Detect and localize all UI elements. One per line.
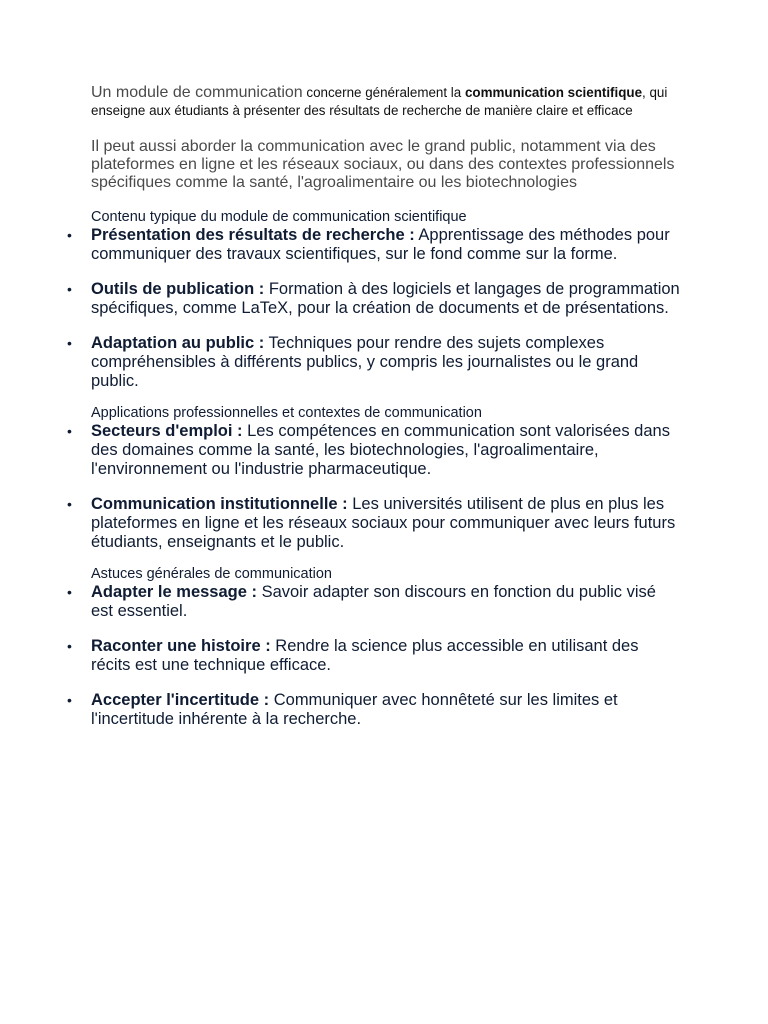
- list-item-term: Outils de publication :: [91, 280, 265, 298]
- list-item-desc: Les compétences en communication sont valorisées dans des domaines comme la santé, les biotechnologies, l'agroalimentaire, l'environnement ou l'industrie pharmaceutique.: [91, 422, 670, 478]
- list-item-desc: Savoir adapter son discours en fonction du public visé est essentiel.: [91, 583, 656, 620]
- list-item-term: Raconter une histoire :: [91, 637, 271, 655]
- bullet-icon: •: [67, 423, 72, 439]
- bullet-icon: •: [67, 638, 72, 654]
- bullet-list-content: [67, 226, 681, 391]
- list-item-term: Secteurs d'emploi :: [91, 422, 243, 440]
- intro-paragraph-2: Il peut aussi aborder la communication avec le grand public, notamment via des plateformes en ligne et les réseaux sociaux, ou dans des contextes professionnels spécifiques comme la santé, l'agroalimentaire ou les biotechnologies: [91, 138, 675, 191]
- document-page: [67, 84, 681, 729]
- bullet-list-applications: [67, 422, 681, 552]
- bullet-icon: •: [67, 335, 72, 351]
- bullet-icon: •: [67, 227, 72, 243]
- list-item: [67, 280, 681, 318]
- list-item-desc: Rendre la science plus accessible en utilisant des récits est une technique efficace.: [91, 637, 639, 674]
- intro-lead: Un module de communication: [91, 84, 303, 101]
- list-item-desc: Les universités utilisent de plus en plus les plateformes en ligne et les réseaux sociaux pour communiquer avec leurs futurs étudiants, enseignants et le public.: [91, 495, 676, 551]
- bullet-icon: •: [67, 281, 72, 297]
- intro-bold-term: communication scientifique: [464, 85, 643, 100]
- list-item-desc: Communiquer avec honnêteté sur les limites et l'incertitude inhérente à la recherche.: [91, 691, 618, 728]
- intro-text-part1: concerne généralement la: [302, 85, 465, 100]
- list-item: [67, 583, 681, 621]
- list-item-term: Adapter le message :: [91, 583, 257, 601]
- list-item-desc: Apprentissage des méthodes pour communiquer des travaux scientifiques, sur le fond comme sur la forme.: [91, 226, 670, 263]
- list-item-desc: Techniques pour rendre des sujets complexes compréhensibles à différents publics, y compris les journalistes ou le grand public.: [91, 334, 639, 390]
- section-heading-tips: Astuces générales de communication: [91, 566, 332, 582]
- list-item: [67, 495, 681, 552]
- list-item-term: Adaptation au public :: [91, 334, 265, 352]
- section-heading-content: Contenu typique du module de communication scientifique: [91, 209, 467, 225]
- list-item-term: Communication institutionnelle :: [91, 495, 348, 513]
- bullet-list-tips: [67, 583, 681, 729]
- bullet-icon: •: [67, 496, 72, 512]
- list-item: [67, 422, 681, 479]
- bullet-icon: •: [67, 692, 72, 708]
- list-item: [67, 691, 681, 729]
- section-heading-applications: Applications professionnelles et contextes de communication: [91, 405, 482, 421]
- list-item: [67, 334, 681, 391]
- list-item: [67, 226, 681, 264]
- list-item-term: Accepter l'incertitude :: [91, 691, 270, 709]
- intro-paragraph: [91, 84, 681, 120]
- list-item: [67, 637, 681, 675]
- bullet-icon: •: [67, 584, 72, 600]
- list-item-desc: Formation à des logiciels et langages de programmation spécifiques, comme LaTeX, pour la création de documents et de présentations.: [91, 280, 680, 317]
- list-item-term: Présentation des résultats de recherche :: [91, 226, 415, 244]
- intro-text-part2: , qui enseigne aux étudiants à présenter des résultats de recherche de manière claire et efficace: [91, 85, 668, 118]
